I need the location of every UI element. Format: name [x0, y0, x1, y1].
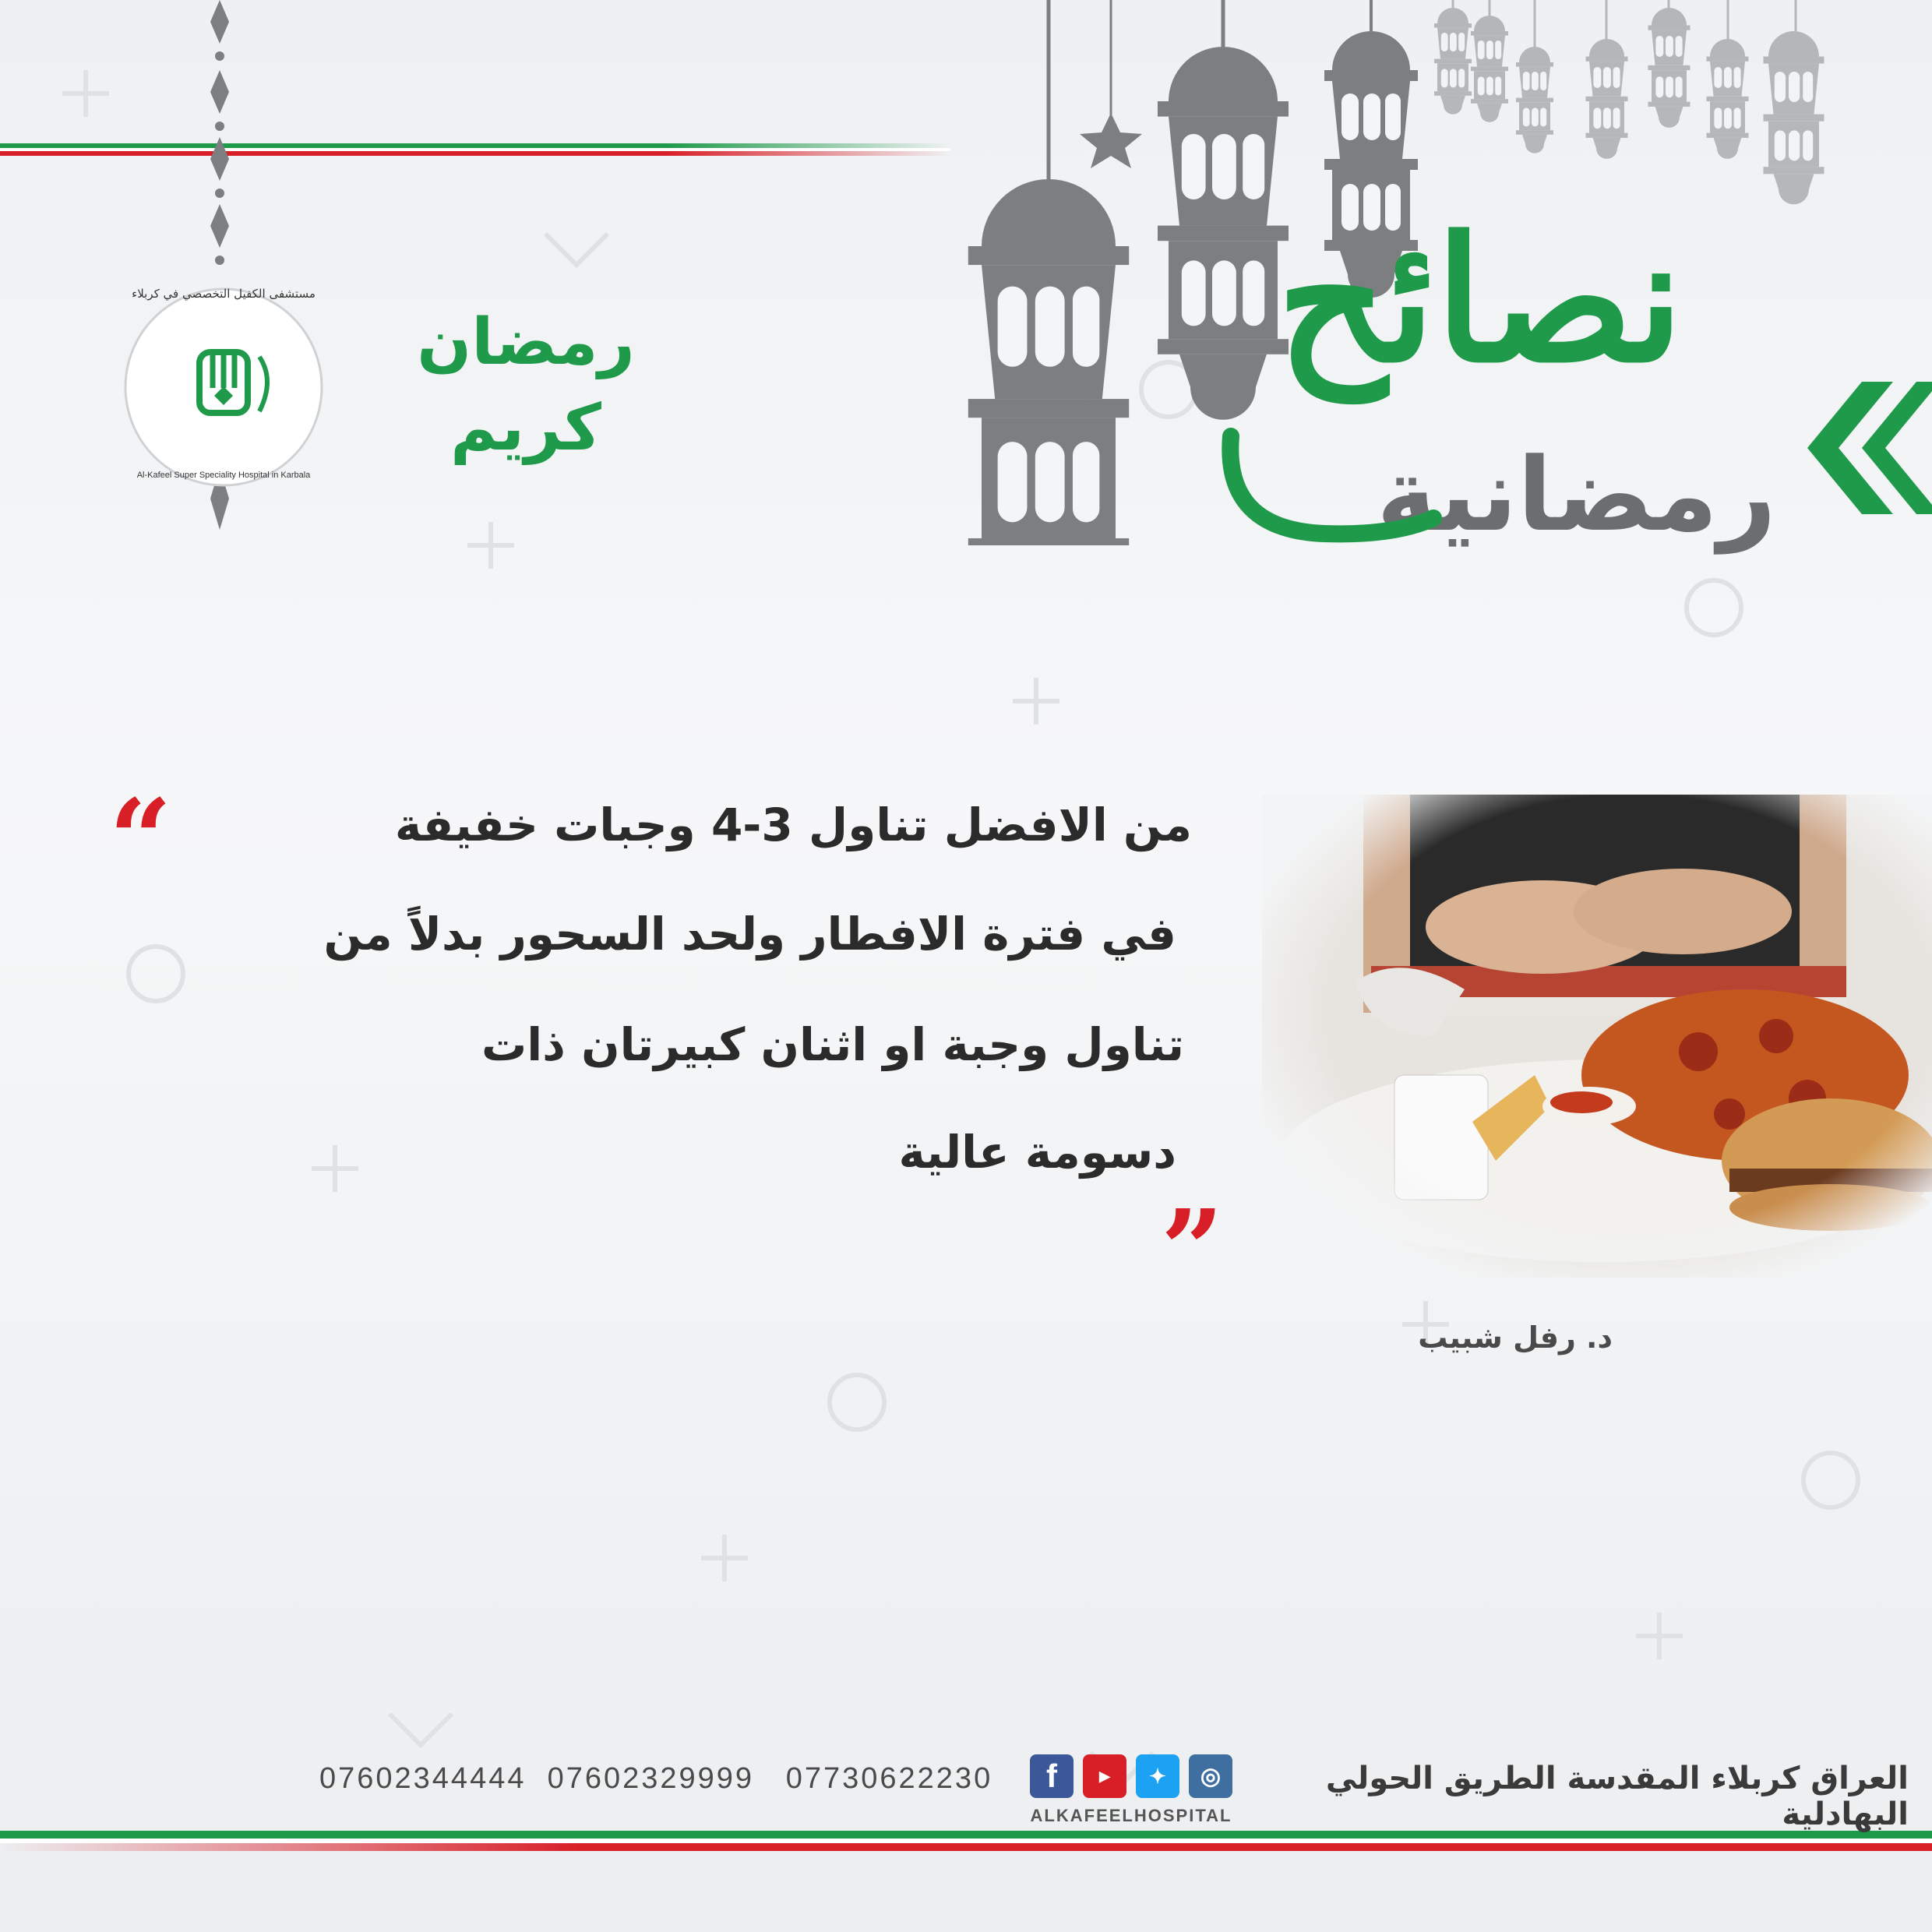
title-swash	[1215, 421, 1449, 545]
footer-handle: ALKAFEELHOSPITAL	[1030, 1806, 1232, 1825]
bottom-stripe-group	[0, 1831, 1932, 1851]
bottom-stripe-green	[0, 1831, 1932, 1839]
tip-line-3: تناول وجبة او اثنان كبيرتان ذات	[481, 1018, 1184, 1071]
logo-english-name: Al-Kafeel Super Speciality Hospital in Karbala	[136, 471, 311, 480]
social-icons	[1030, 1754, 1232, 1801]
bottom-stripe-red	[0, 1843, 1932, 1851]
tip-line-2: في فترة الافطار ولحد السحور بدلاً من	[323, 908, 1176, 961]
ramadan-greeting: رمضان كريم	[417, 305, 635, 465]
title-sub: رمضانية	[1377, 435, 1776, 554]
tip-author: د. رفل شبيب	[1418, 1320, 1613, 1355]
tip-line-4: دسومة عالية	[898, 1126, 1176, 1179]
double-chevron-left-icon	[1807, 382, 1932, 514]
logo-arabic-name: مستشفى الكفيل التخصصي في كربلاء	[132, 287, 316, 301]
youtube-icon[interactable]: ▶	[1083, 1754, 1126, 1798]
facebook-icon[interactable]: f	[1030, 1754, 1074, 1798]
title-main: نصائح	[1276, 199, 1684, 400]
open-quote: “	[109, 776, 172, 904]
top-stripe-group	[0, 143, 950, 156]
hand-crescent-logo-icon	[123, 287, 324, 488]
twitter-icon[interactable]: ✦	[1136, 1754, 1179, 1798]
footer-address: العراق كربلاء المقدسة الطريق الحولي البهادلية	[1325, 1761, 1909, 1832]
overeating-fast-food-photo	[1215, 795, 1932, 1278]
instagram-icon[interactable]: ◎	[1189, 1754, 1232, 1798]
top-stripe-red	[0, 151, 950, 156]
close-quote: ”	[1161, 1186, 1224, 1314]
footer-phones: 07602344444 07602329999 07730622230	[319, 1762, 993, 1795]
hospital-logo	[123, 287, 324, 488]
tip-line-1: من الافضل تناول 3-4 وجبات خفيفة	[394, 799, 1192, 851]
